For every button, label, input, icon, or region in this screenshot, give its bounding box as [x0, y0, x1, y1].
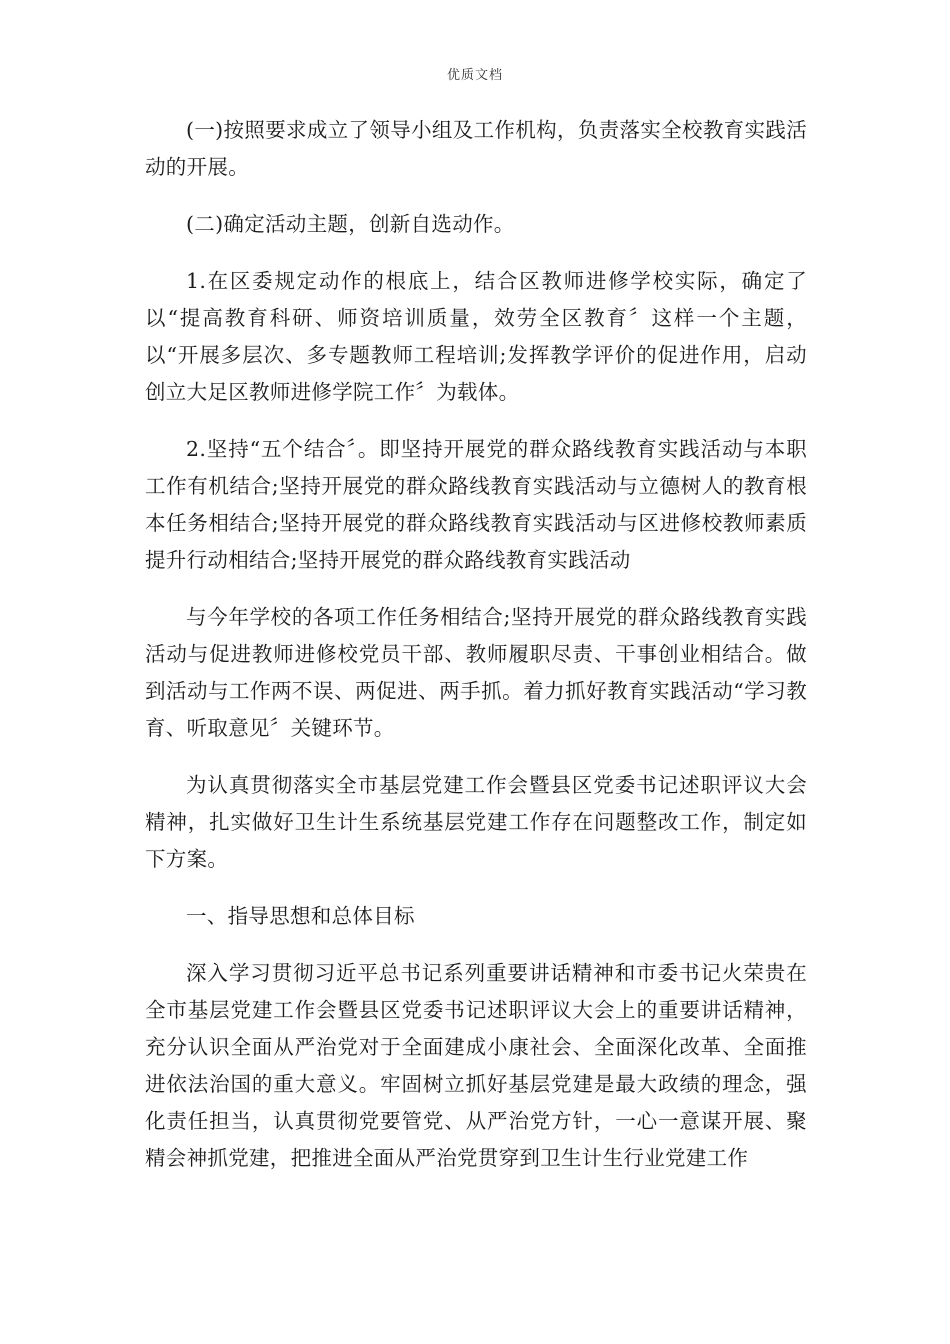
- paragraph-intro: 为认真贯彻落实全市基层党建工作会暨县区党委书记述职评议大会精神，扎实做好卫生计生系统基层党建工作存在问题整改工作，制定如下方案。: [145, 773, 807, 871]
- paragraph-section-1: (一)按照要求成立了领导小组及工作机构，负责落实全校教育实践活动的开展。: [145, 118, 807, 179]
- document-body: [145, 112, 807, 1197]
- section-heading: 一、指导思想和总体目标: [186, 904, 415, 928]
- paragraph-section-2: (二)确定活动主题，创新自选动作。: [186, 212, 515, 236]
- page-header: 优质文档: [446, 68, 503, 83]
- paragraph-continuation: 与今年学校的各项工作任务相结合;坚持开展党的群众路线教育实践活动与促进教师进修校党员干部、教师履职尽责、干事创业相结合。做到活动与工作两不误、两促进、两手抓。着力抓好教育实践活动“学习教育、听取意见〞关键环节。: [145, 605, 807, 740]
- paragraph-item-2: 2.坚持“五个结合〞。即坚持开展党的群众路线教育实践活动与本职工作有机结合;坚持开展党的群众路线教育实践活动与立德树人的教育根本任务相结合;坚持开展党的群众路线教育实践活动与区进修校教师素质提升行动相结合;坚持开展党的群众路线教育实践活动: [145, 437, 807, 572]
- paragraph-item-1: 1.在区委规定动作的根底上，结合区教师进修学校实际，确定了以“提高教育科研、师资培训质量，效劳全区教育〞这样一个主题，以“开展多层次、多专题教师工程培训;发挥教学评价的促进作用，启动创立大足区教师进修学院工作〞为载体。: [145, 269, 807, 404]
- paragraph-guiding-thought: 深入学习贯彻习近平总书记系列重要讲话精神和市委书记火荣贵在全市基层党建工作会暨县区党委书记述职评议大会上的重要讲话精神，充分认识全面从严治党对于全面建成小康社会、全面深化改革、全面推进依法治国的重大意义。牢固树立抓好基层党建是最大政绩的理念，强化责任担当，认真贯彻党要管党、从严治党方针，一心一意谋开展、聚精会神抓党建，把推进全面从严治党贯穿到卫生计生行业党建工作: [145, 961, 807, 1170]
